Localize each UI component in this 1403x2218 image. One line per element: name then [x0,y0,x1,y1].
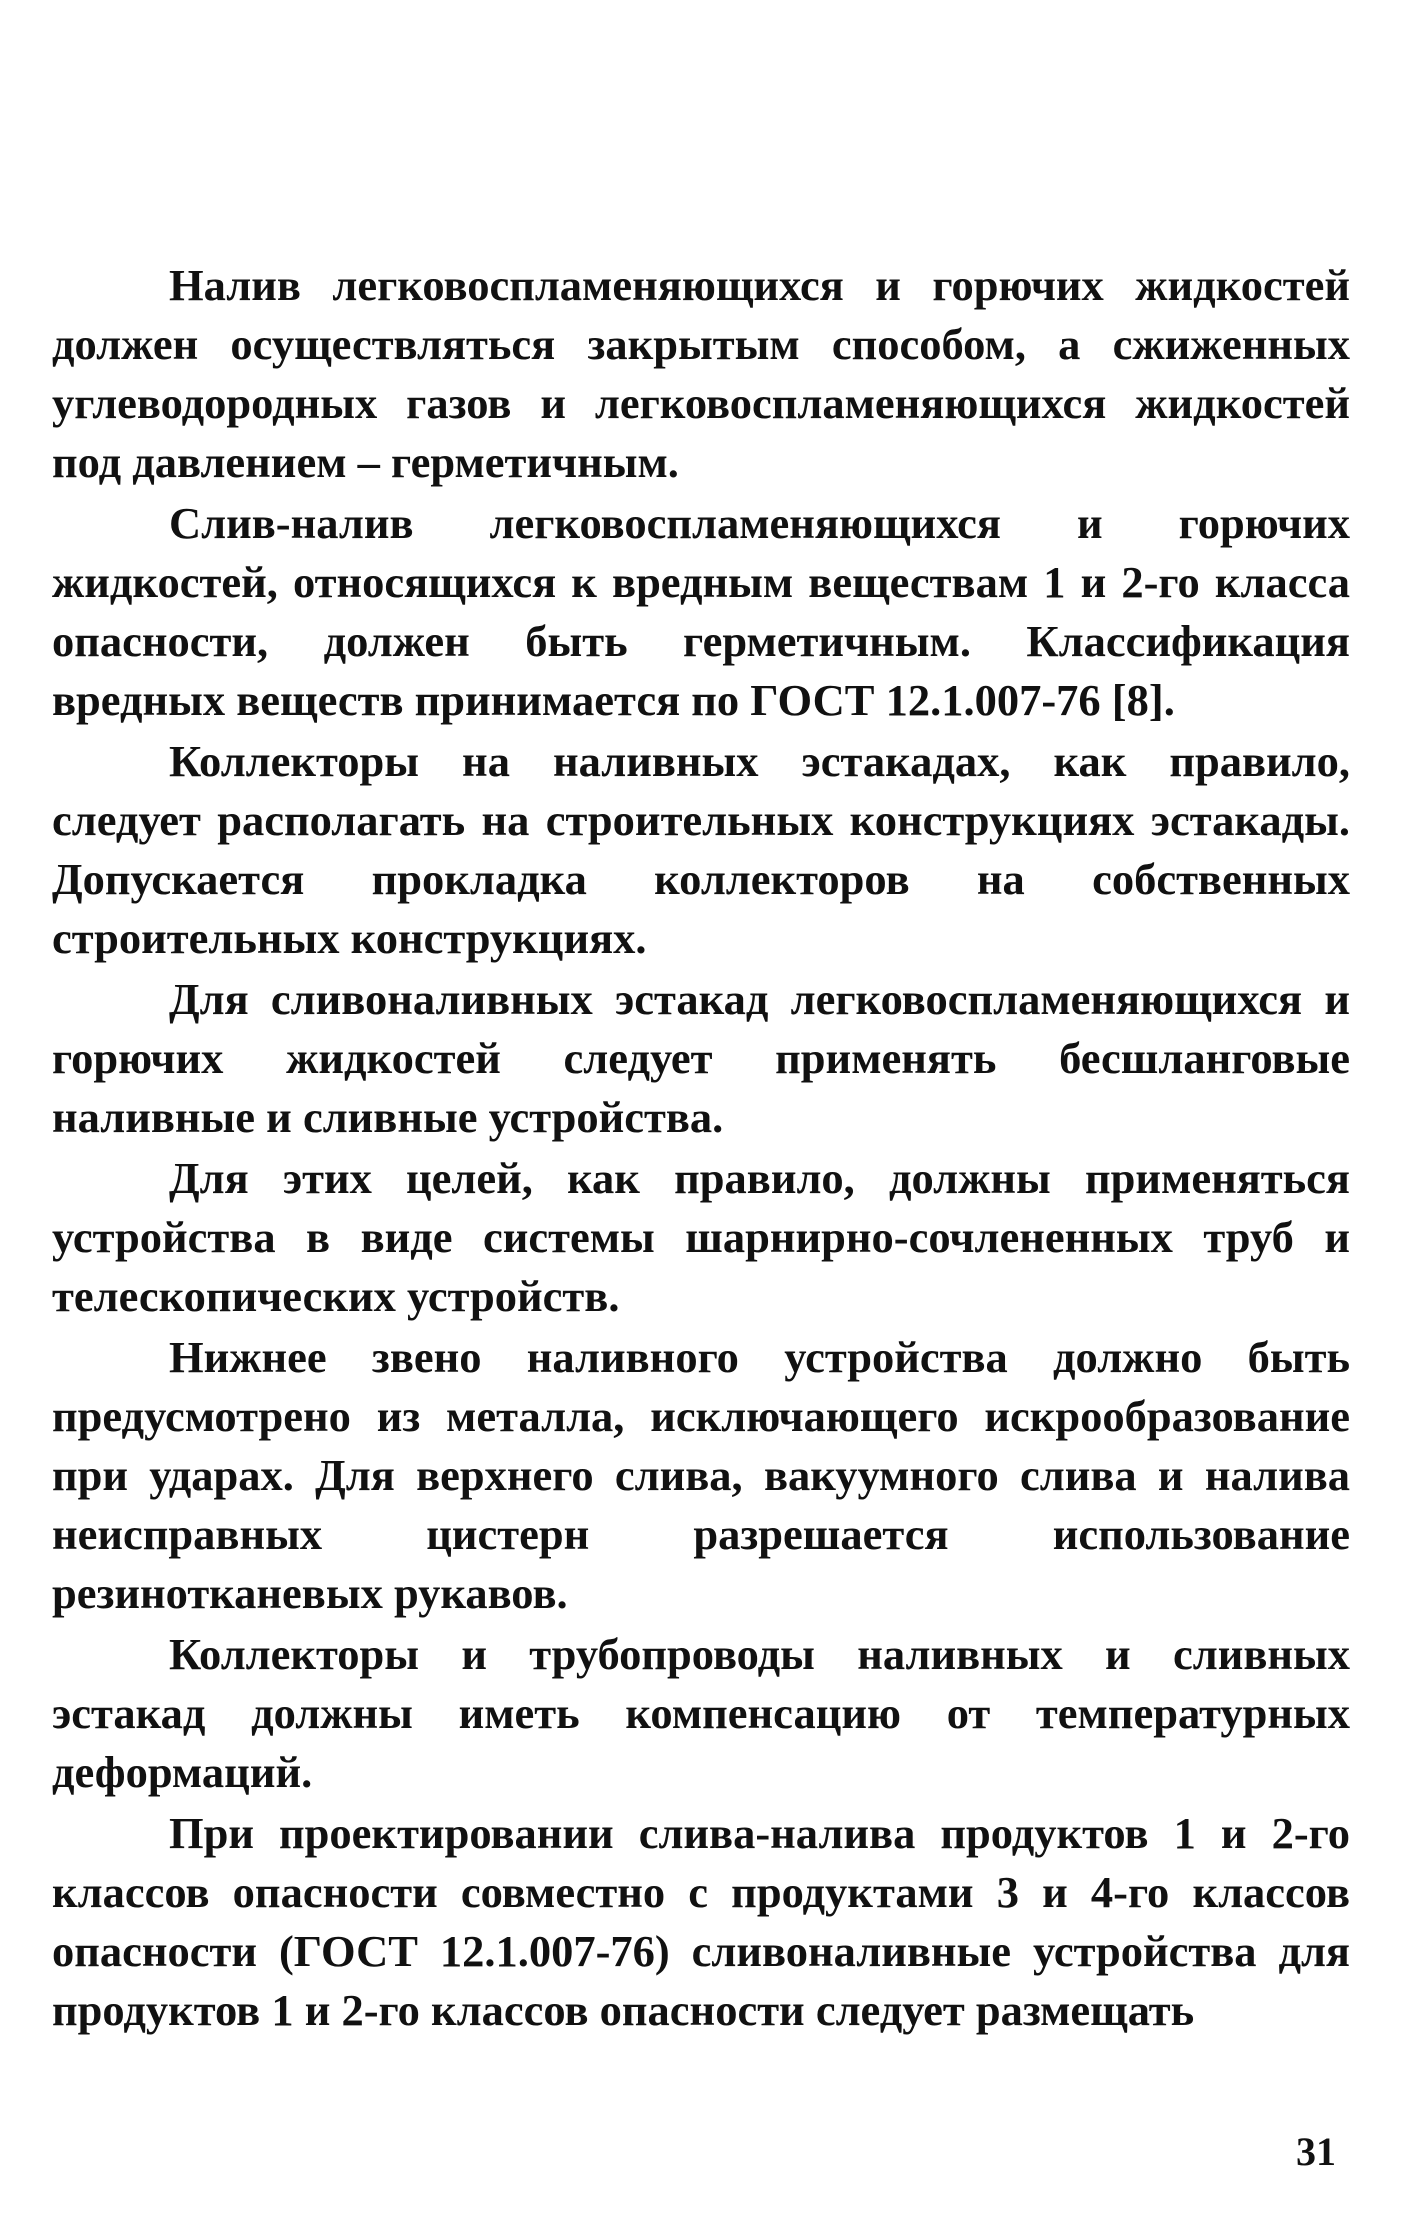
paragraph-4: Для сливоналивных эстакад легковоспламеняющихся и горючих жидкостей следует применять бесшланговые наливные и сливные устройства. [52,974,1350,1142]
page-number: 31 [1296,2129,1336,2174]
paragraph-3: Коллекторы на наливных эстакадах, как правило, следует располагать на строительных конструкциях эстакады. Допускается прокладка коллекторов на собственных строительных конструкциях. [52,736,1350,963]
paragraph-6: Нижнее звено наливного устройства должно быть предусмотрено из металла, исключающего искрообразование при ударах. Для верхнего слива, вакуумного слива и налива неисправных цистерн разрешается использование резинотканевых рукавов. [52,1332,1350,1618]
paragraph-5: Для этих целей, как правило, должны применяться устройства в виде системы шарнирно-сочлененных труб и телескопических устройств. [52,1153,1350,1321]
paragraph-1: Налив легковоспламеняющихся и горючих жидкостей должен осуществляться закрытым способом, а сжиженных углеводородных газов и легковоспламеняющихся жидкостей под давлением – герметичным. [52,260,1350,487]
paragraph-7: Коллекторы и трубопроводы наливных и сливных эстакад должны иметь компенсацию от температурных деформаций. [52,1629,1350,1797]
paragraph-8: При проектировании слива-налива продуктов 1 и 2-го классов опасности совместно с продуктами 3 и 4-го классов опасности (ГОСТ 12.1.007-76) сливоналивные устройства для продуктов 1 и 2-го классов опасности следует размещать [52,1808,1350,2035]
paragraph-2: Слив-налив легковоспламеняющихся и горючих жидкостей, относящихся к вредным веществам 1 и 2-го класса опасности, должен быть герметичным. Классификация вредных веществ принимается по ГОСТ 12.1.007-76 [8]. [52,498,1350,725]
document-page [52,256,1350,2042]
